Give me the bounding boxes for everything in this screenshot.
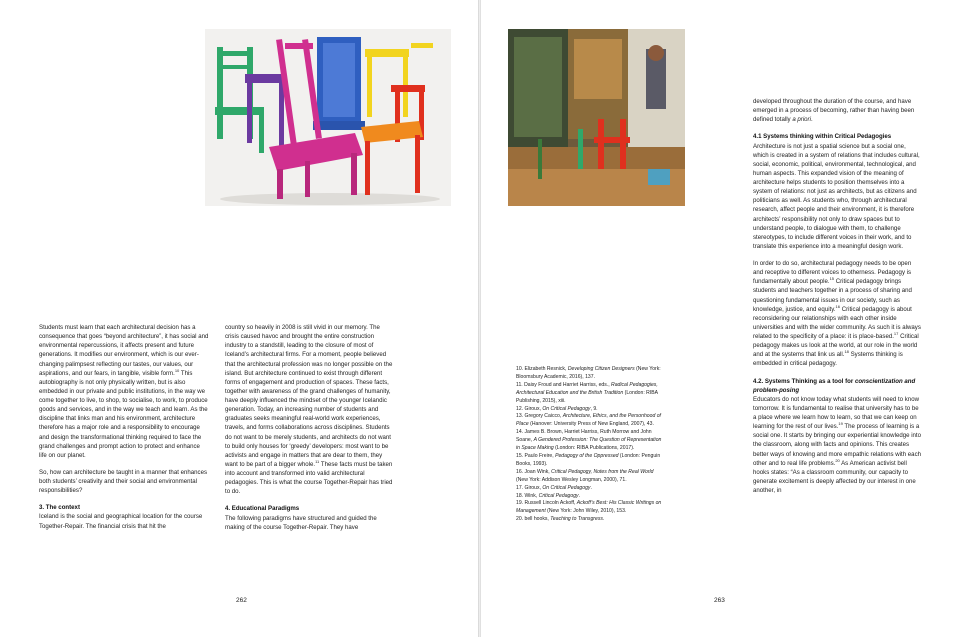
footnote: 19. Russell Lincoln Ackoff, Ackoff’s Best: His Classic Writings on Management (New York: John Wiley, 2010), 153.: [516, 500, 662, 515]
footnote-ref[interactable]: 11: [315, 458, 320, 464]
left-column-2: [225, 323, 395, 540]
footnote-ref[interactable]: 16: [835, 303, 840, 309]
paragraph: The following paradigms have structured and guided the making of the course Together-Repair. They have: [225, 514, 377, 531]
footnotes: [516, 366, 666, 524]
interior-illustration: [508, 29, 685, 206]
page-number-left: 262: [236, 597, 247, 604]
footnote: 18. Wink, Critical Pedagogy.: [516, 492, 580, 499]
page-number-right: 263: [714, 597, 725, 604]
paragraph: Students must learn that each architectural decision has a consequence that goes “beyond architecture”, it has social and environmental repercussions, it affects present and future generations. It modifies our environment, which is our ever-changing palimpsest reflecting our tastes, our values, our aspirations, and our fears, in tangible, visible form.$^{10}$ This autobiography is not only physically written, but is also embedded in our private and public institutions, in the way we come together to live, to shop, to socialise, to work, to produce goods and services, and in the way we teach and learn. As the discipline that links man and his environment, architecture therefore has a major role and a responsibility to encourage and design the transformational thinking required to face the grand challenges and prompt action to protect and enhance life on our planet.: [39, 324, 209, 459]
paragraph: Iceland is the social and geographical location for the course Together-Repair. The financial crisis that hit the: [39, 513, 203, 530]
footnote-ref[interactable]: 15: [829, 276, 835, 282]
chairs-illustration: [205, 29, 451, 206]
paragraph: Educators do not know today what students will need to know tomorrow. It is fundamental to realise that university has to be a place where we learn how to learn, so that we can keep on learning for the rest of our lives.$^{19}$ The process of learning is a social one. It starts by bringing our experiential knowledge into the classroom, along with facts and opinions. This creates better ways of knowing and more empathic relations with each other and to real life problems.$^{20}$ As American activist bell hooks states: “As a classroom community, our capacity to generate excitement is deeply affected by our interest in one another, in: [753, 395, 922, 494]
paragraph: Architecture is not just a spatial science but a social one, which is created in a system of relations that includes cultural, social, economic, political, environmental, technological, and human aspects. This expanded vision of the meaning of architecture helps students to position themselves into a system of relations: not just as architects, but as citizens and politicians as well. As students who, through architectural research, affect people and their environment, it is therefore architects’ responsibility not only to draw spaces but to understand people, to dialogue with them, to challenge stereotypes, to include different voices in their work, and to translate this experience into a meaningful design work.: [753, 142, 920, 250]
right-column: [753, 97, 923, 503]
footnote: 16. Joan Wink, Critical Pedagogy, Notes from the Real World (New York: Addison Wesley Longman, 2000), 71.: [516, 468, 654, 483]
footnote: 17. Giroux, On Critical Pedagogy.: [516, 484, 592, 491]
footnote: 20. bell hooks, Teaching to Transgress.: [516, 516, 605, 523]
footnote: 11. Daisy Froud and Harriet Harriss, eds., Radical Pedagogies, Architectural Education and the British Tradition (London: RIBA Publishing, 2015), xiii.: [516, 381, 658, 404]
left-page: [0, 0, 478, 637]
footnote: 15. Paulo Freire, Pedagogy of the Oppressed (London: Penguin Books, 1993).: [516, 452, 661, 467]
paragraph: In order to do so, architectural pedagogy needs to be open and receptive to different voices to otherness. Pedagogy is fundamentally about people.$^{15}$ Critical pedagogy brings students and teachers together in a process of sharing and questioning fundamental issues in our society, such as knowledge, justice, and equity.$^{16}$ Critical pedagogy is about reconsidering our relationships with each other inside universities and with the wider community. As such it is always related to the specificity of a place: it is place-based.$^{17}$ Critical pedagogy makes us look at the world, at our role in the world and at the systems that link us all.$^{18}$ Systems thinking is embedded in critical pedagogy.: [753, 260, 921, 368]
section-heading: 4. Educational Paradigms: [225, 505, 300, 513]
footnote-ref[interactable]: 18: [844, 349, 849, 355]
paragraph: country so heavily in 2008 is still vivid in our memory. The crisis caused havoc and brought the entire construction industry to a standstill, leading to the closure of most of Iceland’s architectural firms. For a moment, people believed that the architectural profession was no longer possible on the island. But architecture continued to exist through different forms of engagement and production of spaces. These facts, together with awareness of the grand challenges of humanity, have deeply influenced the mindset of the younger Icelandic generation. Today, an increasing number of students and graduates seeks meaningful real-world work experiences, travels, and forms collaborations across disciplines. Students do not want to be merely students, and architects do not want to build only houses for ‘greedy’ developers: most want to be activists and engage in matters that are dear to them, they want to be part of a bigger whole.$^{11}$ These facts must be taken into account and transformed into valid architectural pedagogies. This is what the course Together-Repair has tried to do.: [225, 324, 393, 496]
paragraph: developed throughout the duration of the course, and have emerged in a process of becoming, rather than having been defined totally a priori.: [753, 98, 915, 124]
paragraph: So, how can architecture be taught in a manner that enhances both students’ creativity and their social and environmental responsibilities?: [39, 468, 208, 495]
footnote: 12. Giroux, On Critical Pedagogy, 9.: [516, 405, 598, 412]
left-column-1: [39, 323, 209, 539]
section-heading: 4.1 Systems thinking within Critical Pedagogies: [753, 133, 892, 141]
footnote: 13. Gregory Caicco, Architecture, Ethics, and the Personhood of Place (Hanover: University Press of New England, 2007), 43.: [516, 413, 661, 428]
section-heading: 3. The context: [39, 504, 80, 512]
interior-photo: [508, 29, 685, 206]
blue-chair: [313, 37, 365, 130]
footnote: 10. Elizabeth Resnick, Developing Citizen Designers (New York: Bloomsbury Academic, 2016), 137.: [516, 366, 661, 380]
section-heading: 4.2. Systems Thinking as a tool for conscientization and problem-posing: [753, 377, 916, 394]
footnote-ref[interactable]: 20: [835, 457, 840, 463]
chairs-photo: [205, 29, 451, 206]
footnote-ref[interactable]: 19: [838, 421, 843, 427]
footnote: 14. James B. Brown, Harriet Harriss, Ruth Morrow and John Soane, A Gendered Profession: The Question of Representation in Space Making (London: RIBA Publications, 2017).: [516, 429, 662, 452]
footnote-ref[interactable]: 17: [893, 330, 899, 336]
footnote-ref[interactable]: 10: [174, 367, 180, 373]
